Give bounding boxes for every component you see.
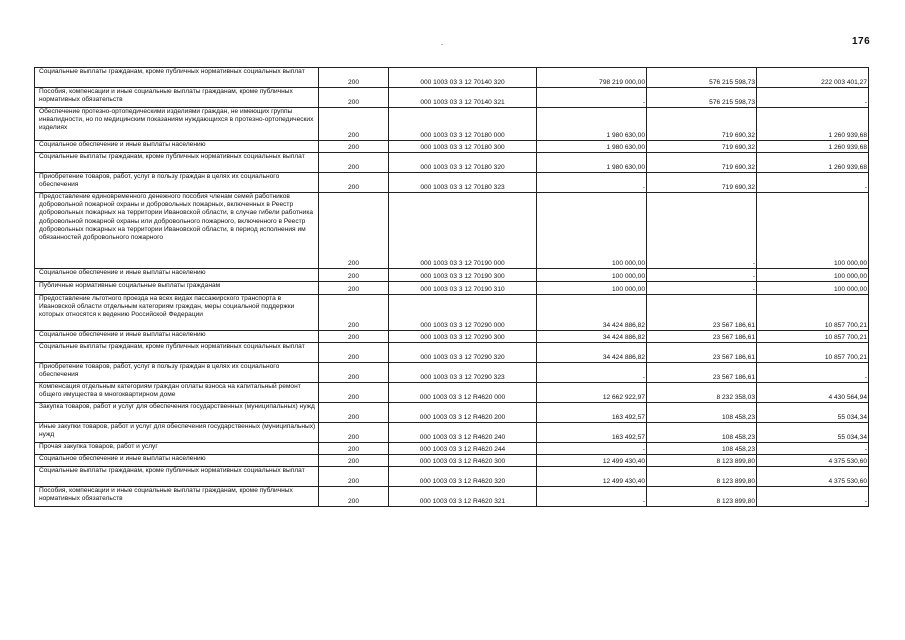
approved-amount-cell: 163 492,57: [537, 423, 647, 443]
budget-code-cell: 000 1003 03 3 12 70140 320: [389, 68, 537, 88]
executed-amount-cell: 576 215 598,73: [647, 88, 757, 108]
row-name-cell: Обеспечение протезно-ортопедическими изделиями граждан, не имеющих группы инвалидности, но по медицинским показаниям нуждающихся в протезно-ортопедических изделиях: [35, 108, 319, 141]
remaining-amount-cell: 4 375 530,60: [757, 467, 869, 487]
row-code-cell: 200: [319, 68, 389, 88]
row-name-cell: Социальные выплаты гражданам, кроме публичных нормативных социальных выплат: [35, 68, 319, 88]
table-row: [35, 282, 869, 295]
row-name-cell: Публичные нормативные социальные выплаты гражданам: [35, 282, 319, 295]
budget-code-cell: 000 1003 03 3 12 70290 000: [389, 295, 537, 331]
scan-speck: [441, 44, 443, 45]
remaining-amount-cell: -: [757, 443, 869, 455]
table-row: [35, 153, 869, 173]
row-name-cell: Пособия, компенсации и иные социальные выплаты гражданам, кроме публичных нормативных обязательств: [35, 88, 319, 108]
executed-amount-cell: 8 123 899,80: [647, 455, 757, 467]
row-name-cell: Социальное обеспечение и иные выплаты населению: [35, 141, 319, 153]
row-name-cell: Социальное обеспечение и иные выплаты населению: [35, 269, 319, 282]
remaining-amount-cell: 1 260 939,68: [757, 141, 869, 153]
approved-amount-cell: -: [537, 173, 647, 193]
row-code-cell: 200: [319, 193, 389, 269]
row-name-cell: Социальные выплаты гражданам, кроме публичных нормативных социальных выплат: [35, 153, 319, 173]
executed-amount-cell: 23 567 186,61: [647, 363, 757, 383]
budget-code-cell: 000 1003 03 3 12 70290 300: [389, 331, 537, 343]
remaining-amount-cell: 55 034,34: [757, 403, 869, 423]
row-name-cell: Приобретение товаров, работ, услуг в пользу граждан в целях их социального обеспечения: [35, 173, 319, 193]
approved-amount-cell: 1 980 630,00: [537, 108, 647, 141]
table-row: [35, 331, 869, 343]
row-name-cell: Социальные выплаты гражданам, кроме публичных нормативных социальных выплат: [35, 343, 319, 363]
row-code-cell: 200: [319, 282, 389, 295]
row-name-cell: Предоставление единовременного денежного пособия членам семей работников добровольной пожарной охраны и добровольных пожарных, включенных в Реестр добровольных пожарных на территории Ивановской области, в случае гибели работника добровольной пожарной охраны или добровольного пожарного, включенного в Реестр добровольных пожарных на территории Ивановской области, в период исполнения им обязанностей добровольного пожарного: [35, 193, 319, 269]
table-row: [35, 193, 869, 269]
executed-amount-cell: 23 567 186,61: [647, 295, 757, 331]
row-name-cell: Пособия, компенсации и иные социальные выплаты гражданам, кроме публичных нормативных обязательств: [35, 487, 319, 507]
budget-code-cell: 000 1003 03 3 12 70190 300: [389, 269, 537, 282]
remaining-amount-cell: -: [757, 363, 869, 383]
approved-amount-cell: 34 424 886,82: [537, 331, 647, 343]
approved-amount-cell: -: [537, 443, 647, 455]
remaining-amount-cell: 222 003 401,27: [757, 68, 869, 88]
executed-amount-cell: 8 232 358,03: [647, 383, 757, 403]
budget-code-cell: 000 1003 03 3 12 R4620 320: [389, 467, 537, 487]
executed-amount-cell: 719 690,32: [647, 153, 757, 173]
remaining-amount-cell: 1 260 939,68: [757, 153, 869, 173]
row-name-cell: Закупка товаров, работ и услуг для обеспечения государственных (муниципальных) нужд: [35, 403, 319, 423]
table-row: [35, 403, 869, 423]
table-row: [35, 383, 869, 403]
table-row: [35, 141, 869, 153]
row-name-cell: Социальные выплаты гражданам, кроме публичных нормативных социальных выплат: [35, 467, 319, 487]
row-name-cell: Социальное обеспечение и иные выплаты населению: [35, 331, 319, 343]
executed-amount-cell: 576 215 598,73: [647, 68, 757, 88]
approved-amount-cell: -: [537, 363, 647, 383]
approved-amount-cell: -: [537, 88, 647, 108]
row-code-cell: 200: [319, 467, 389, 487]
approved-amount-cell: -: [537, 487, 647, 507]
table-row: [35, 343, 869, 363]
executed-amount-cell: 719 690,32: [647, 173, 757, 193]
executed-amount-cell: 719 690,32: [647, 141, 757, 153]
row-code-cell: 200: [319, 443, 389, 455]
executed-amount-cell: 8 123 899,80: [647, 487, 757, 507]
budget-code-cell: 000 1003 03 3 12 R4620 300: [389, 455, 537, 467]
table-row: [35, 487, 869, 507]
table-row: [35, 173, 869, 193]
executed-amount-cell: 108 458,23: [647, 443, 757, 455]
row-name-cell: Компенсация отдельным категориям граждан оплаты взноса на капитальный ремонт общего имущества в многоквартирном доме: [35, 383, 319, 403]
row-code-cell: 200: [319, 269, 389, 282]
budget-code-cell: 000 1003 03 3 12 70180 323: [389, 173, 537, 193]
table-row: [35, 443, 869, 455]
approved-amount-cell: 12 662 922,97: [537, 383, 647, 403]
remaining-amount-cell: 10 857 700,21: [757, 331, 869, 343]
budget-code-cell: 000 1003 03 3 12 70190 310: [389, 282, 537, 295]
executed-amount-cell: 8 123 899,80: [647, 467, 757, 487]
row-name-cell: Прочая закупка товаров, работ и услуг: [35, 443, 319, 455]
row-code-cell: 200: [319, 343, 389, 363]
executed-amount-cell: 108 458,23: [647, 423, 757, 443]
executed-amount-cell: -: [647, 269, 757, 282]
budget-code-cell: 000 1003 03 3 12 R4620 240: [389, 423, 537, 443]
executed-amount-cell: 23 567 186,61: [647, 331, 757, 343]
row-code-cell: 200: [319, 331, 389, 343]
table-row: [35, 295, 869, 331]
table-row: [35, 108, 869, 141]
page-number: 176: [852, 36, 871, 47]
remaining-amount-cell: 4 430 564,94: [757, 383, 869, 403]
row-code-cell: 200: [319, 383, 389, 403]
approved-amount-cell: 100 000,00: [537, 193, 647, 269]
row-code-cell: 200: [319, 141, 389, 153]
budget-code-cell: 000 1003 03 3 12 R4620 000: [389, 383, 537, 403]
budget-code-cell: 000 1003 03 3 12 R4620 321: [389, 487, 537, 507]
row-code-cell: 200: [319, 108, 389, 141]
executed-amount-cell: 108 458,23: [647, 403, 757, 423]
table-row: [35, 363, 869, 383]
approved-amount-cell: 12 499 430,40: [537, 467, 647, 487]
budget-code-cell: 000 1003 03 3 12 70180 000: [389, 108, 537, 141]
row-code-cell: 200: [319, 423, 389, 443]
remaining-amount-cell: 10 857 700,21: [757, 295, 869, 331]
approved-amount-cell: 1 980 630,00: [537, 141, 647, 153]
approved-amount-cell: 100 000,00: [537, 282, 647, 295]
budget-code-cell: 000 1003 03 3 12 70180 320: [389, 153, 537, 173]
budget-code-cell: 000 1003 03 3 12 70290 320: [389, 343, 537, 363]
row-code-cell: 200: [319, 363, 389, 383]
remaining-amount-cell: -: [757, 173, 869, 193]
approved-amount-cell: 798 219 000,00: [537, 68, 647, 88]
approved-amount-cell: 1 980 630,00: [537, 153, 647, 173]
row-name-cell: Иные закупки товаров, работ и услуг для обеспечения государственных (муниципальных) нужд: [35, 423, 319, 443]
budget-code-cell: 000 1003 03 3 12 70140 321: [389, 88, 537, 108]
remaining-amount-cell: 100 000,00: [757, 282, 869, 295]
table-row: [35, 88, 869, 108]
remaining-amount-cell: 1 260 939,68: [757, 108, 869, 141]
approved-amount-cell: 12 499 430,40: [537, 455, 647, 467]
remaining-amount-cell: 4 375 530,60: [757, 455, 869, 467]
approved-amount-cell: 34 424 886,82: [537, 343, 647, 363]
remaining-amount-cell: -: [757, 88, 869, 108]
executed-amount-cell: -: [647, 282, 757, 295]
executed-amount-cell: 23 567 186,61: [647, 343, 757, 363]
approved-amount-cell: 34 424 886,82: [537, 295, 647, 331]
remaining-amount-cell: 10 857 700,21: [757, 343, 869, 363]
row-code-cell: 200: [319, 455, 389, 467]
table-row: [35, 455, 869, 467]
budget-code-cell: 000 1003 03 3 12 70180 300: [389, 141, 537, 153]
row-code-cell: 200: [319, 153, 389, 173]
approved-amount-cell: 100 000,00: [537, 269, 647, 282]
remaining-amount-cell: 100 000,00: [757, 193, 869, 269]
remaining-amount-cell: 100 000,00: [757, 269, 869, 282]
table-row: [35, 68, 869, 88]
remaining-amount-cell: -: [757, 487, 869, 507]
budget-code-cell: 000 1003 03 3 12 R4620 200: [389, 403, 537, 423]
budget-code-cell: 000 1003 03 3 12 R4620 244: [389, 443, 537, 455]
remaining-amount-cell: 55 034,34: [757, 423, 869, 443]
row-code-cell: 200: [319, 173, 389, 193]
executed-amount-cell: 719 690,32: [647, 108, 757, 141]
table-body: [35, 68, 869, 507]
approved-amount-cell: 163 492,57: [537, 403, 647, 423]
table-row: [35, 467, 869, 487]
row-code-cell: 200: [319, 403, 389, 423]
row-name-cell: Предоставление льготного проезда на всех видах пассажирского транспорта в Ивановской области отдельным категориям граждан, меры социальной поддержки которых относятся к ведению Российской Федерации: [35, 295, 319, 331]
executed-amount-cell: -: [647, 193, 757, 269]
budget-execution-table: [34, 67, 869, 507]
table-row: [35, 423, 869, 443]
row-code-cell: 200: [319, 295, 389, 331]
budget-code-cell: 000 1003 03 3 12 70290 323: [389, 363, 537, 383]
row-code-cell: 200: [319, 88, 389, 108]
row-code-cell: 200: [319, 487, 389, 507]
table-row: [35, 269, 869, 282]
row-name-cell: Социальное обеспечение и иные выплаты населению: [35, 455, 319, 467]
row-name-cell: Приобретение товаров, работ, услуг в пользу граждан в целях их социального обеспечения: [35, 363, 319, 383]
budget-code-cell: 000 1003 03 3 12 70190 000: [389, 193, 537, 269]
